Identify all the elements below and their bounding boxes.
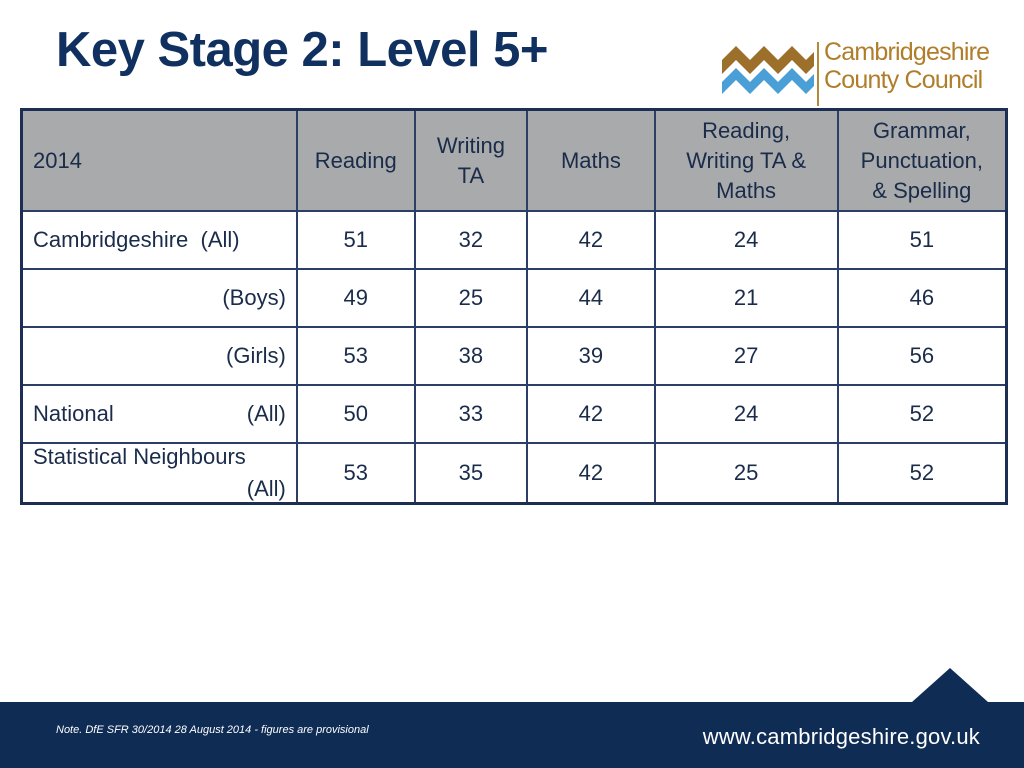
council-logo — [720, 38, 990, 108]
page-title: Key Stage 2: Level 5+ — [56, 23, 549, 77]
cell-gps: 52 — [838, 385, 1007, 443]
council-logo-icon — [720, 38, 816, 98]
cell-maths: 42 — [527, 443, 654, 504]
cell-reading: 49 — [297, 269, 415, 327]
footer-url: www.cambridgeshire.gov.uk — [702, 724, 980, 749]
cell-rwm: 21 — [655, 269, 838, 327]
cell-maths: 44 — [527, 269, 654, 327]
cell-reading: 51 — [297, 211, 415, 269]
header-rwm: Reading, Writing TA & Maths — [655, 110, 838, 212]
logo-line-2: County Council — [824, 66, 983, 94]
cell-reading: 53 — [297, 443, 415, 504]
results-table — [20, 108, 1008, 505]
logo-wordmark — [824, 38, 989, 94]
cell-gps: 56 — [838, 327, 1007, 385]
header-reading: Reading — [297, 110, 415, 212]
header-writing-ta: Writing TA — [415, 110, 528, 212]
row-label: Statistical Neighbours (All) — [22, 443, 297, 504]
cell-maths: 42 — [527, 385, 654, 443]
header-year: 2014 — [22, 110, 297, 212]
row-label: Cambridgeshire (All) — [22, 211, 297, 269]
table-row — [22, 385, 1007, 443]
footer-triangle — [912, 668, 988, 702]
footer-note: Note. DfE SFR 30/2014 28 August 2014 - figures are provisional — [56, 724, 369, 736]
table-row — [22, 211, 1007, 269]
table-row — [22, 269, 1007, 327]
header-maths: Maths — [527, 110, 654, 212]
row-label: (Boys) — [22, 269, 297, 327]
cell-rwm: 24 — [655, 211, 838, 269]
cell-rwm: 24 — [655, 385, 838, 443]
cell-writing: 35 — [415, 443, 528, 504]
cell-writing: 25 — [415, 269, 528, 327]
logo-line-1: Cambridgeshire — [824, 38, 990, 66]
cell-maths: 42 — [527, 211, 654, 269]
cell-gps: 51 — [838, 211, 1007, 269]
cell-gps: 46 — [838, 269, 1007, 327]
table-header-row — [22, 110, 1007, 212]
cell-rwm: 25 — [655, 443, 838, 504]
cell-writing: 32 — [415, 211, 528, 269]
cell-rwm: 27 — [655, 327, 838, 385]
logo-divider — [817, 42, 819, 106]
header-gps: Grammar, Punctuation, & Spelling — [838, 110, 1007, 212]
cell-reading: 53 — [297, 327, 415, 385]
table-row — [22, 327, 1007, 385]
row-label: (Girls) — [22, 327, 297, 385]
table-row — [22, 443, 1007, 504]
cell-writing: 33 — [415, 385, 528, 443]
row-label: National (All) — [22, 385, 297, 443]
cell-writing: 38 — [415, 327, 528, 385]
footer-bar — [0, 702, 1024, 768]
cell-gps: 52 — [838, 443, 1007, 504]
cell-maths: 39 — [527, 327, 654, 385]
cell-reading: 50 — [297, 385, 415, 443]
